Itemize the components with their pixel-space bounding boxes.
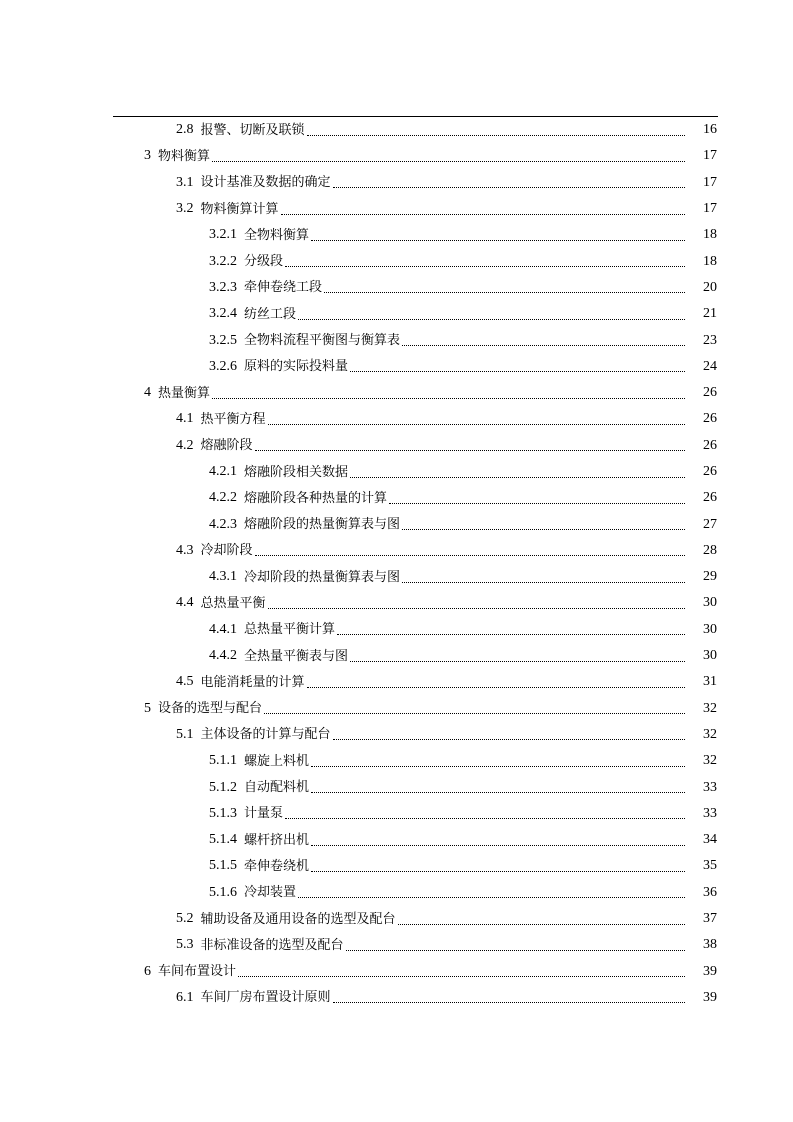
toc-entry-title: 计量泵	[244, 806, 284, 822]
toc-entry-title: 物料衡算	[158, 148, 211, 164]
toc-entry[interactable]	[0, 433, 793, 459]
toc-entry-title: 报警、切断及联锁	[200, 122, 305, 138]
toc-entry-page: 26	[703, 490, 717, 506]
toc-entry[interactable]	[0, 880, 793, 906]
toc-entry-leader-dots	[285, 818, 685, 819]
toc-entry-page: 20	[703, 279, 717, 295]
toc-entry-page: 27	[703, 516, 717, 532]
toc-entry-title: 熔融阶段相关数据	[244, 464, 349, 480]
toc-entry-number: 3.2.3	[209, 279, 237, 295]
toc-entry[interactable]	[0, 222, 793, 248]
toc-entry-page: 16	[703, 122, 717, 138]
toc-entry-number: 5.1.3	[209, 805, 237, 821]
toc-entry-title: 螺杆挤出机	[244, 832, 310, 848]
toc-entry[interactable]	[0, 906, 793, 932]
toc-entry[interactable]	[0, 722, 793, 748]
toc-entry-leader-dots	[350, 477, 685, 478]
toc-entry-leader-dots	[255, 555, 685, 556]
toc-entry[interactable]	[0, 170, 793, 196]
toc-entry-title: 自动配料机	[244, 780, 310, 796]
toc-entry-number: 3	[144, 148, 151, 164]
toc-entry[interactable]	[0, 459, 793, 485]
toc-entry-number: 4.5	[176, 674, 194, 690]
toc-entry-number: 4.3.1	[209, 569, 237, 585]
toc-entry-title: 纺丝工段	[244, 306, 297, 322]
toc-entry-page: 24	[703, 358, 717, 374]
toc-entry[interactable]	[0, 485, 793, 511]
toc-entry-number: 4.2.1	[209, 464, 237, 479]
toc-entry-number: 5.1.4	[209, 832, 237, 848]
toc-entry-title: 分级段	[244, 254, 284, 270]
toc-entry-title: 原料的实际投料量	[244, 359, 349, 375]
toc-entry-number: 4.4	[176, 595, 194, 611]
toc-entry-leader-dots	[333, 739, 685, 740]
toc-entry[interactable]	[0, 248, 793, 274]
toc-entry-leader-dots	[268, 424, 685, 425]
toc-entry[interactable]	[0, 406, 793, 432]
toc-entry[interactable]	[0, 301, 793, 327]
toc-entry-page: 17	[703, 148, 717, 164]
toc-entry[interactable]	[0, 354, 793, 380]
toc-entry-leader-dots	[311, 240, 685, 241]
toc-entry-number: 3.2.5	[209, 332, 237, 348]
toc-entry-leader-dots	[255, 450, 685, 451]
toc-entry-number: 3.2.2	[209, 253, 237, 269]
toc-entry-number: 2.8	[176, 122, 194, 138]
toc-entry-title: 热平衡方程	[200, 411, 266, 427]
toc-entry-page: 30	[703, 621, 717, 637]
toc-entry-page: 30	[703, 595, 717, 611]
toc-entry-number: 5.2	[176, 911, 194, 927]
toc-entry-page: 26	[703, 385, 717, 401]
toc-entry-number: 4.3	[176, 542, 194, 558]
toc-entry-title: 辅助设备及通用设备的选型及配台	[200, 911, 396, 927]
toc-entry-page: 32	[703, 700, 717, 716]
toc-entry-leader-dots	[402, 345, 685, 346]
toc-entry[interactable]	[0, 275, 793, 301]
toc-entry[interactable]	[0, 932, 793, 958]
toc-entry-page: 39	[703, 963, 717, 979]
toc-entry-title: 牵伸卷绕机	[244, 858, 310, 874]
toc-entry-title: 全热量平衡表与图	[244, 648, 349, 664]
toc-entry-number: 5.1.2	[209, 779, 237, 795]
toc-entry[interactable]	[0, 117, 793, 143]
toc-entry[interactable]	[0, 853, 793, 879]
toc-entry-number: 5.1	[176, 726, 194, 742]
toc-entry-page: 36	[703, 884, 717, 900]
toc-entry-leader-dots	[307, 687, 685, 688]
toc-entry-leader-dots	[281, 214, 685, 215]
toc-entry-title: 总热量平衡计算	[244, 622, 336, 638]
toc-entry-page: 21	[703, 306, 717, 322]
toc-entry-page: 23	[703, 332, 717, 348]
toc-entry[interactable]	[0, 774, 793, 800]
toc-entry-page: 17	[703, 174, 717, 190]
toc-entry-page: 18	[703, 253, 717, 269]
toc-entry[interactable]	[0, 696, 793, 722]
toc-entry-leader-dots	[402, 582, 685, 583]
toc-entry-number: 5.1.1	[209, 753, 237, 769]
toc-entry-leader-dots	[311, 792, 685, 793]
toc-entry-page: 30	[703, 648, 717, 664]
toc-entry-leader-dots	[346, 950, 685, 951]
toc-entry-page: 34	[703, 832, 717, 848]
toc-entry-number: 5.1.5	[209, 858, 237, 874]
toc-entry-number: 5	[144, 700, 151, 716]
toc-entry-title: 设备的选型与配台	[158, 701, 263, 717]
toc-entry-number: 4.2.3	[209, 516, 237, 532]
toc-entry-page: 17	[703, 201, 717, 217]
toc-entry-title: 电能消耗量的计算	[200, 674, 305, 690]
toc-entry-number: 3.2.6	[209, 358, 237, 374]
toc-entry-leader-dots	[350, 371, 685, 372]
toc-entry-title: 全物料流程平衡图与衡算表	[244, 333, 401, 349]
toc-entry-leader-dots	[311, 766, 685, 767]
toc-entry-number: 3.2.4	[209, 306, 237, 322]
toc-entry-leader-dots	[398, 924, 685, 925]
toc-entry-number: 4.2	[176, 437, 194, 453]
toc-entry[interactable]	[0, 564, 793, 590]
toc-entry[interactable]	[0, 985, 793, 1011]
toc-entry-page: 28	[703, 542, 717, 558]
toc-entry-leader-dots	[389, 503, 685, 504]
toc-entry-number: 3.2	[176, 201, 194, 217]
toc-entry-leader-dots	[324, 292, 685, 293]
toc-entry-number: 4	[144, 385, 151, 401]
toc-entry-number: 6	[144, 963, 151, 979]
toc-entry-leader-dots	[402, 529, 685, 530]
toc-entry-page: 35	[703, 858, 717, 874]
toc-entry[interactable]	[0, 827, 793, 853]
toc-entry-leader-dots	[285, 266, 685, 267]
toc-entry-leader-dots	[307, 135, 685, 136]
toc-entry[interactable]	[0, 748, 793, 774]
toc-entry-title: 熔融阶段各种热量的计算	[244, 490, 388, 506]
toc-entry-number: 5.3	[176, 937, 194, 953]
toc-entry-page: 29	[703, 569, 717, 585]
toc-entry-page: 33	[703, 805, 717, 821]
toc-entry-page: 18	[703, 227, 717, 243]
toc-entry-title: 螺旋上料机	[244, 753, 310, 769]
toc-entry-number: 4.4.1	[209, 621, 237, 637]
toc-entry-leader-dots	[264, 713, 685, 714]
toc-entry-page: 33	[703, 779, 717, 795]
toc-entry[interactable]	[0, 669, 793, 695]
toc-entry[interactable]	[0, 643, 793, 669]
toc-entry[interactable]	[0, 143, 793, 169]
toc-entry-number: 3.1	[176, 174, 194, 190]
toc-entry-leader-dots	[212, 398, 685, 399]
toc-entry-title: 牵伸卷绕工段	[244, 280, 323, 296]
toc-entry[interactable]	[0, 617, 793, 643]
toc-entry-leader-dots	[298, 897, 685, 898]
toc-entry[interactable]	[0, 801, 793, 827]
toc-entry-number: 5.1.6	[209, 884, 237, 900]
toc-entry-title: 熔融阶段的热量衡算表与图	[244, 517, 401, 533]
toc-entry[interactable]	[0, 538, 793, 564]
toc-entry-title: 冷却阶段的热量衡算表与图	[244, 569, 401, 585]
toc-entry-title: 非标准设备的选型及配台	[200, 937, 344, 953]
toc-entry-title: 冷却装置	[244, 885, 297, 901]
toc-entry-title: 物料衡算计算	[200, 201, 279, 217]
table-of-contents	[0, 117, 793, 1011]
toc-entry-page: 32	[703, 726, 717, 742]
toc-entry-title: 设计基准及数据的确定	[200, 175, 331, 191]
toc-entry-leader-dots	[238, 976, 685, 977]
toc-entry[interactable]	[0, 511, 793, 537]
toc-entry-title: 冷却阶段	[200, 543, 253, 559]
toc-entry[interactable]	[0, 327, 793, 353]
toc-entry-leader-dots	[350, 661, 685, 662]
toc-entry-number: 6.1	[176, 989, 194, 1005]
toc-entry-leader-dots	[337, 634, 685, 635]
toc-entry-page: 26	[703, 411, 717, 427]
toc-entry-page: 32	[703, 753, 717, 769]
toc-entry-page: 37	[703, 911, 717, 927]
toc-entry-number: 4.4.2	[209, 648, 237, 664]
toc-entry-page: 31	[703, 674, 717, 690]
toc-entry-leader-dots	[311, 871, 685, 872]
toc-entry-title: 全物料衡算	[244, 227, 310, 243]
toc-entry[interactable]	[0, 196, 793, 222]
toc-entry[interactable]	[0, 590, 793, 616]
toc-entry-title: 总热量平衡	[200, 595, 266, 611]
toc-entry[interactable]	[0, 959, 793, 985]
toc-entry-leader-dots	[333, 187, 685, 188]
toc-entry-leader-dots	[333, 1002, 685, 1003]
toc-entry-title: 车间布置设计	[158, 964, 237, 980]
toc-entry-number: 4.2.2	[209, 490, 237, 506]
toc-entry-leader-dots	[268, 608, 685, 609]
toc-entry-number: 3.2.1	[209, 227, 237, 243]
toc-entry-title: 熔融阶段	[200, 438, 253, 454]
toc-entry-page: 38	[703, 937, 717, 953]
toc-entry-leader-dots	[311, 845, 685, 846]
toc-entry-number: 4.1	[176, 411, 194, 427]
toc-entry-title: 车间厂房布置设计原则	[200, 990, 331, 1006]
toc-entry-leader-dots	[212, 161, 685, 162]
toc-entry-page: 26	[703, 437, 717, 453]
toc-entry-page: 39	[703, 989, 717, 1005]
toc-entry[interactable]	[0, 380, 793, 406]
toc-entry-page: 26	[703, 464, 717, 479]
toc-entry-title: 热量衡算	[158, 385, 211, 401]
toc-entry-leader-dots	[298, 319, 685, 320]
toc-entry-title: 主体设备的计算与配台	[200, 727, 331, 743]
